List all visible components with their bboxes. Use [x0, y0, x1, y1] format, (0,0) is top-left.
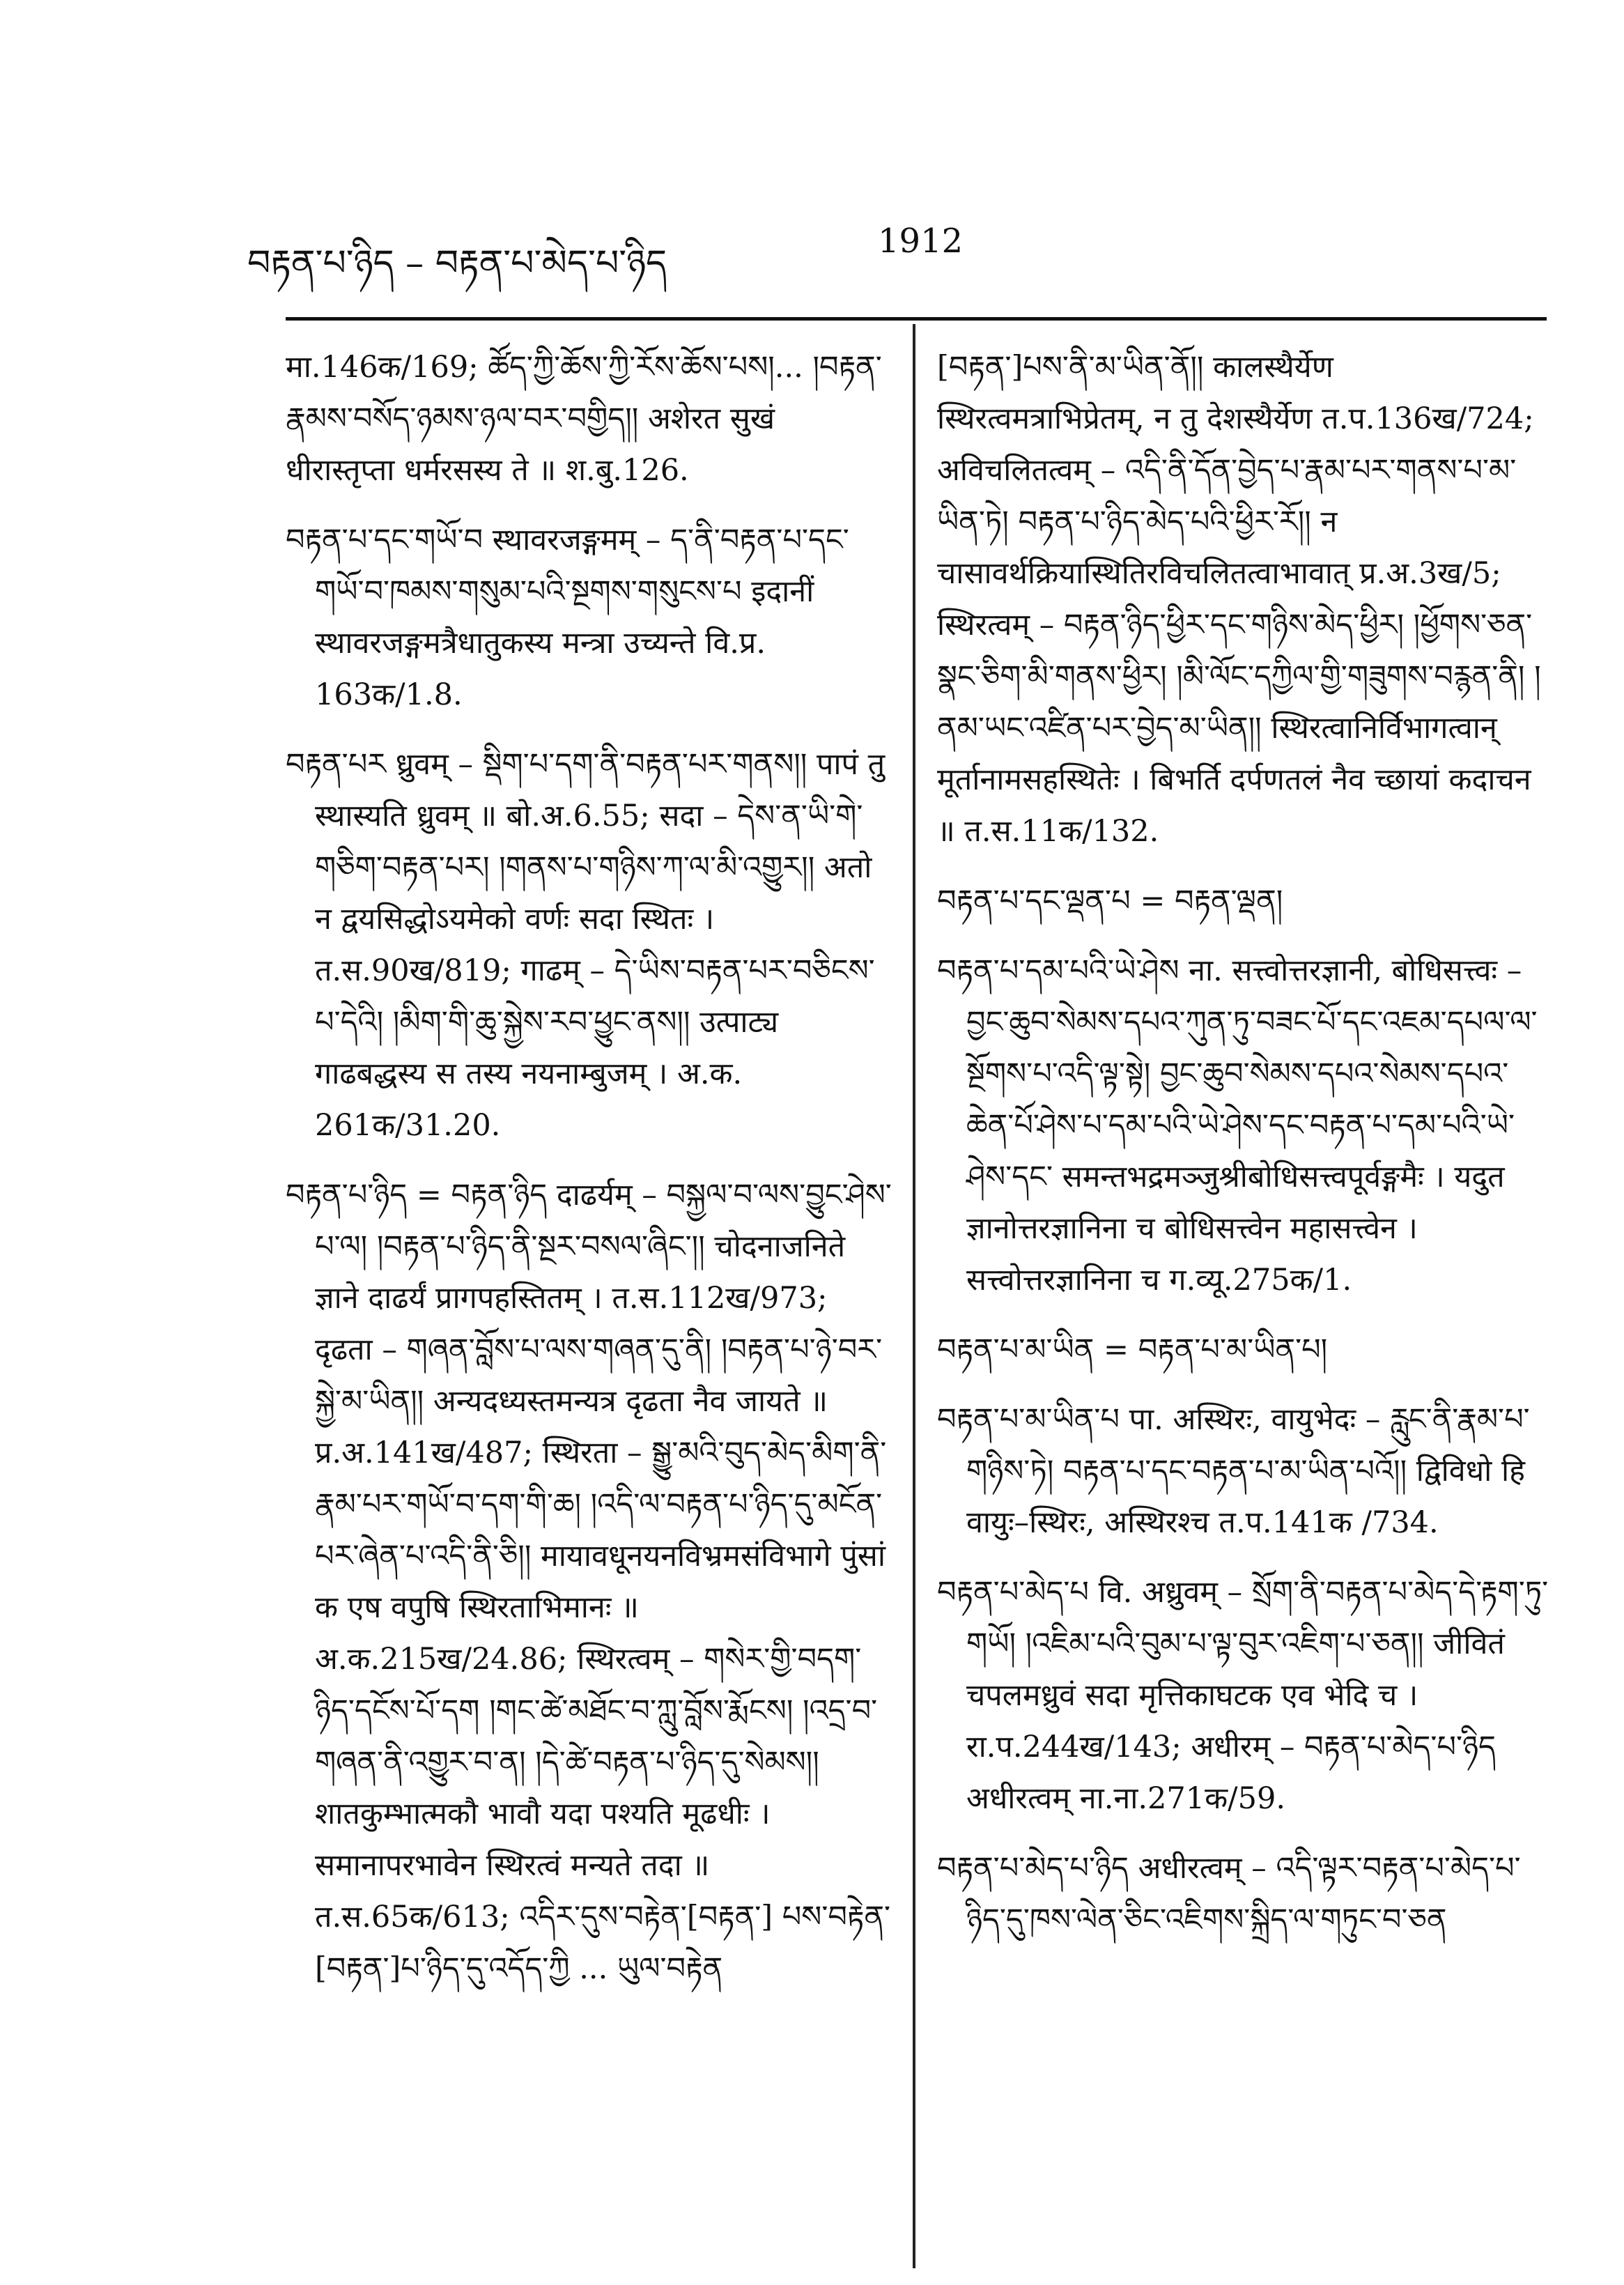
dictionary-entry — [286, 1169, 892, 1994]
dictionary-entry — [937, 945, 1550, 1306]
column-divider — [913, 324, 915, 2268]
dictionary-entry — [286, 739, 892, 1151]
entry-text: བརྟན་པ་དང་གཡོ་བ स्थावरजङ्गमम् – ད་ནི་བརྟན་པ་དང་གཡོ་བ་ཁམས་གསུམ་པའི་སྔགས་གསུངས་པ इदानीं स्थावरजङ्गमत्रैधातुकस्य मन्त्रा उच्यन्ते वि.प्र. 163क/1.8. — [286, 523, 849, 712]
entry-text: བརྟན་པར ध्रुवम् – སྡིག་པ་དག་ནི་བརྟན་པར་གནས།། पापं तु स्थास्यति ध्रुवम् ॥ बो.अ.6.55; सदा – དེས་ན་ཡི་གེ་གཅིག་བརྟན་པར། །གནས་པ་གཉིས་ཀ་ལ་མི་འགྱུར།། अतो न द्वयसिद्धोऽयमेको वर्णः सदा स्थितः । त.स.90ख/819; गाढम् – དེ་ཡིས་བརྟན་པར་བཅིངས་པ་དེའི། །མིག་གི་ཆུ་སྐྱེས་རབ་ཕྱུང་ནས།། उत्पाट्य गाढबद्धस्य स तस्य नयनाम्बुजम् । अ.क. 261क/31.20. — [286, 747, 886, 1143]
dictionary-entry — [286, 514, 892, 721]
dictionary-entry — [937, 1324, 1550, 1376]
running-head: བརྟན་པ་ཉིད – བརྟན་པ་མེད་པ་ཉིད — [247, 243, 667, 284]
header-rule — [286, 317, 1547, 321]
dictionary-entry — [937, 1842, 1550, 1946]
entry-text: བརྟན་པ་ཉིད = བརྟན་ཉིད दाढर्यम् – བསྐྱལ་བ་ལས་བྱུང་ཤེས་པ་ལ། །བརྟན་པ་ཉིད་ནི་སྔར་བསལ་ཞིང་།། चोदनाजनिते ज्ञाने दाढर्यं प्रागपहस्तितम् । त.स.112ख/973; दृढता – གཞན་བློས་པ་ལས་གཞན་དུ་ནི། །བརྟན་པ་ཉེ་བར་སྐྱེ་མ་ཡིན།། अन्यदध्यस्तमन्यत्र दृढता नैव जायते ॥ प्र.अ.141ख/487; स्थिरता – སྒྱུ་མའི་བུད་མེད་མིག་ནི་རྣམ་པར་གཡོ་བ་དག་གི་ཆ། །འདི་ལ་བརྟན་པ་ཉིད་དུ་མངོན་པར་ཞེན་པ་འདི་ནི་ཅི།། मायावधूनयनविभ्रमसंविभागे पुंसां क एष वपुषि स्थिरताभिमानः ॥ अ.क.215ख/24.86; स्थिरत्वम् – གསེར་གྱི་བདག་ཉིད་དངོས་པོ་དག །གང་ཚེ་མཐོང་བ་ཀླུ་བློས་རྨོངས། །འདྲ་བ་གཞན་ནི་འགྱུར་བ་ན། །དེ་ཚེ་བརྟན་པ་ཉིད་དུ་སེམས།། शातकुम्भात्मकौ भावौ यदा पश्यति मूढधीः । समानापरभावेन स्थिरत्वं मन्यते तदा ॥ त.स.65क/613; འདིར་དུས་བརྟེན་[བརྟན་] པས་བརྟེན་[བརྟན་]པ་ཉིད་དུ་འདོད་ཀྱི ... ཡུལ་བརྟེན — [286, 1178, 892, 1986]
dictionary-entry — [937, 341, 1550, 857]
entry-text: བརྟན་པ་མེད་པ वि. अध्रुवम् – སྲོག་ནི་བརྟན་པ་མེད་དེ་རྟག་ཏུ་གཡོ། །འཇིམ་པའི་བུམ་པ་ལྟ་བུར་འཇིག་པ་ཅན།། जीवितं चपलमध्रुवं सदा मृत्तिकाघटक एव भेदि च । रा.प.244ख/143; अधीरम् – བརྟན་པ་མེད་པ་ཉིད अधीरत्वम् ना.ना.271क/59. — [937, 1575, 1549, 1816]
page-number: 1912 — [878, 222, 964, 261]
dictionary-entry — [937, 1567, 1550, 1824]
right-column — [937, 341, 1550, 1964]
dictionary-entry — [286, 341, 892, 496]
entry-text: བརྟན་པ་མ་ཡིན = བརྟན་པ་མ་ཡིན་པ། — [937, 1332, 1328, 1367]
entry-text: བརྟན་པ་དང་ལྡན་པ = བརྟན་ལྡན། — [937, 884, 1283, 918]
dictionary-entry — [937, 875, 1550, 927]
entry-text: བརྟན་པ་དམ་པའི་ཡེ་ཤེས ना. सत्त्वोत्तरज्ञानी, बोधिसत्त्वः – བྱང་ཆུབ་སེམས་དཔའ་ཀུན་ཏུ་བཟང་པོ་དང་འཇམ་དཔལ་ལ་སྔོགས་པ་འདི་ལྟ་སྟེ། བྱང་ཆུབ་སེམས་དཔའ་སེམས་དཔའ་ཆེན་པོ་ཤེས་པ་དམ་པའི་ཡེ་ཤེས་དང་བརྟན་པ་དམ་པའི་ཡེ་ཤེས་དང་ समन्तभद्रमञ्जुश्रीबोधिसत्त्वपूर्वङ्गमैः । यदुत ज्ञानोत्तरज्ञानिना च बोधिसत्त्वेन महासत्त्वेन । सत्त्वोत्तरज्ञानिना च ग.व्यू.275क/1. — [937, 953, 1538, 1298]
entry-text: मा.146क/169; ཚོད་ཀྱི་ཆོས་ཀྱི་རོས་ཆོས་པས།... །བརྟན་རྣམས་བསོད་ཉམས་ཉལ་བར་བགྱིད།། अशेरत सुखं धीरास्तृप्ता धर्मरसस्य ते ॥ श.बु.126. — [286, 350, 882, 488]
page-header — [247, 209, 1543, 286]
entry-text: བརྟན་པ་མ་ཡིན་པ पा. अस्थिरः, वायुभेदः – རླུང་ནི་རྣམ་པ་གཉིས་ཏེ། བརྟན་པ་དང་བརྟན་པ་མ་ཡིན་པའོ།། द्विविधो हि वायुः–स्थिरः, अस्थिरश्च त.प.141क /734. — [937, 1402, 1530, 1540]
entry-text: བརྟན་པ་མེད་པ་ཉིད अधीरत्वम् – འདི་ལྟར་བརྟན་པ་མེད་པ་ཉིད་དུ་ཁས་ལེན་ཅིང་འཇིགས་སྐྲིད་ལ་གཏུང་བ་ཅན — [937, 1851, 1521, 1937]
entry-text: [བརྟན་]པས་ནི་མ་ཡིན་ནོ།། कालस्थैर्येण स्थिरत्वमत्राभिप्रेतम्, न तु देशस्थैर्येण त.प.136ख/724; अविचलितत्वम् – འདི་ནི་དོན་བྱེད་པ་རྣམ་པར་གནས་པ་མ་ཡིན་ཏེ། བརྟན་པ་ཉིད་མེད་པའི་ཕྱིར་རོ།། न चासावर्थक्रियास्थितिरविचलितत्वाभावात् प्र.अ.3ख/5; स्थिरत्वम् – བརྟན་ཉིད་ཕྱིར་དང་གཉིས་མེད་ཕྱིར། །ཕྱོགས་ཅན་སྣང་ཅིག་མི་གནས་ཕྱིར། །མི་ལོང་དཀྱིལ་གྱི་གཟུགས་བརྙན་ནི། །ནམ་ཡང་འཛིན་པར་བྱེད་མ་ཡིན།། स्थिरत्वानिर्विभागत्वान् मूर्तानामसहस्थितेः । बिभर्ति दर्पणतलं नैव च्छायां कदाचन ॥ त.स.11क/132. — [937, 350, 1541, 849]
dictionary-entry — [937, 1394, 1550, 1548]
left-column — [286, 341, 892, 2013]
